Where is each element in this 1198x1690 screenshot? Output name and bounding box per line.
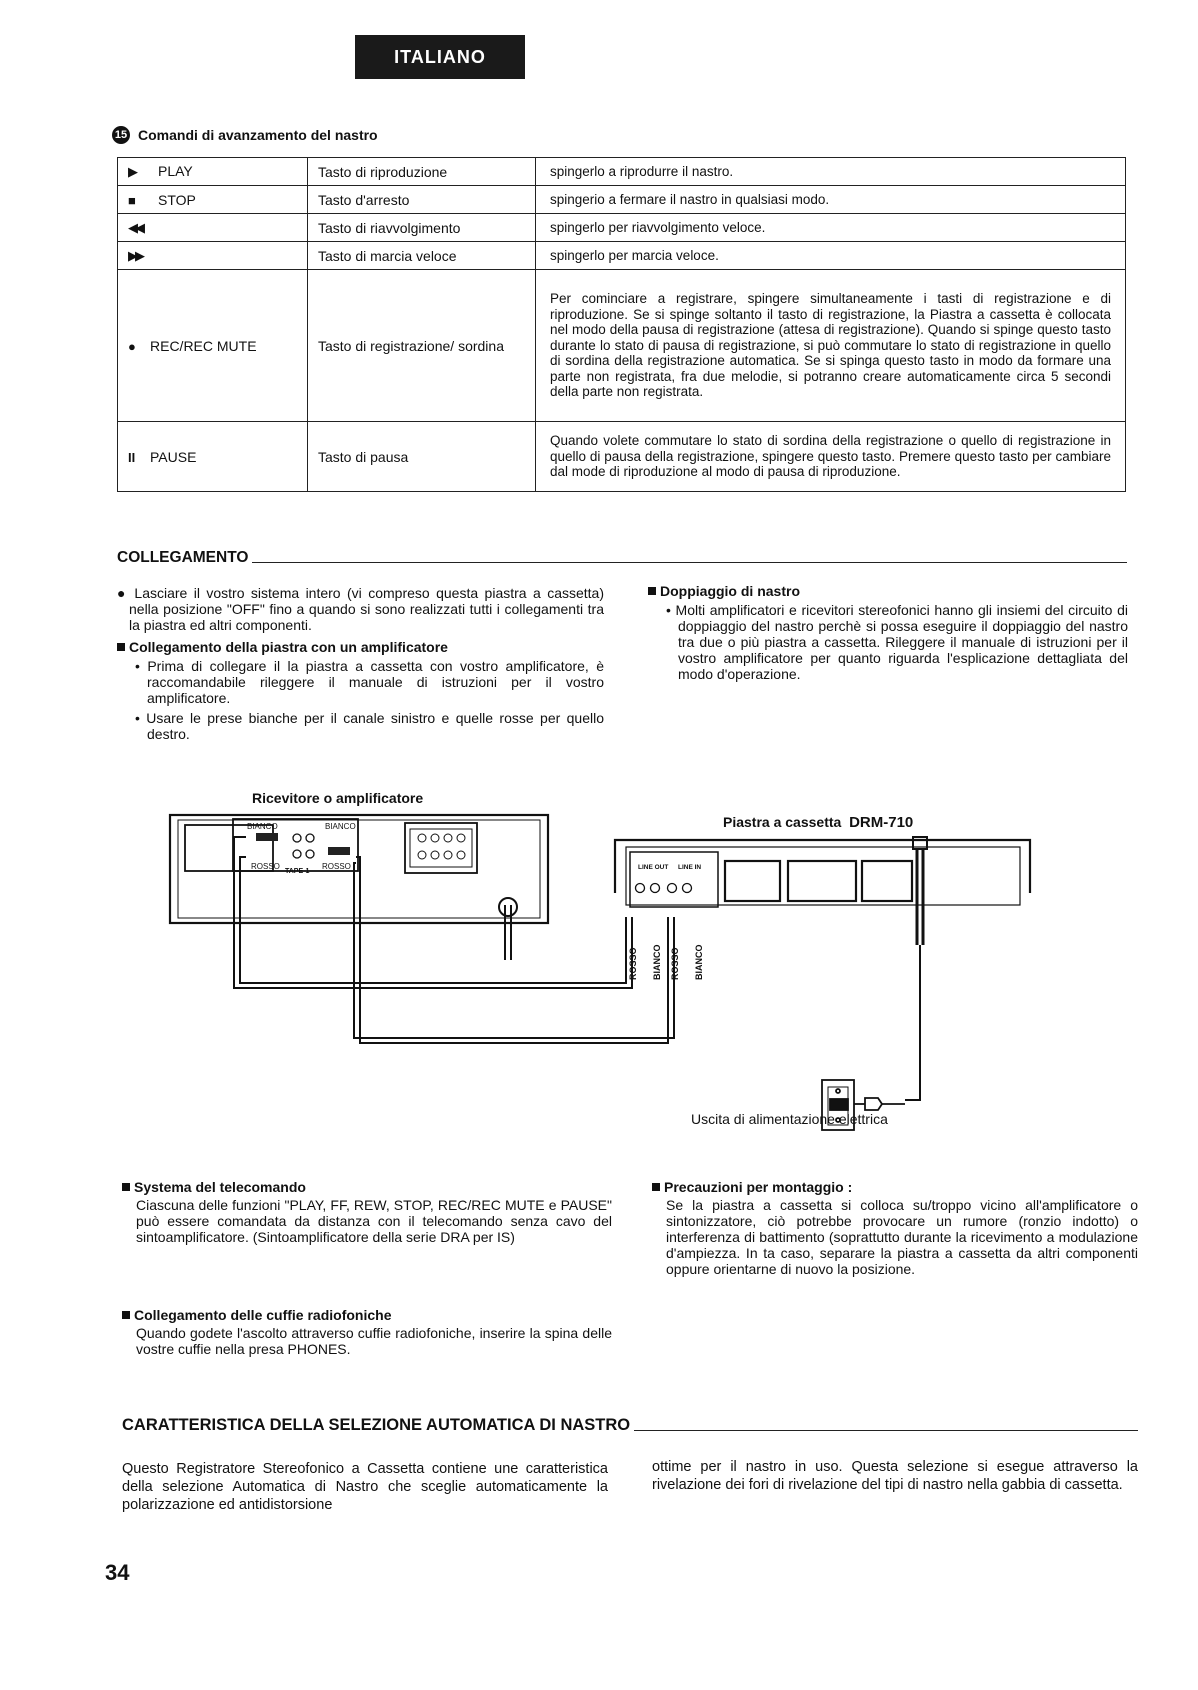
square-bullet-icon [122, 1311, 130, 1319]
key-name: Tasto di riproduzione [308, 158, 536, 186]
heading-text: CARATTERISTICA DELLA SELEZIONE AUTOMATICA DI NASTRO [122, 1416, 631, 1434]
table-row [118, 270, 1126, 422]
precauzioni-subhead [652, 1179, 1138, 1195]
cuffie-text: Quando godete l'ascolto attraverso cuffie radiofoniche, inserire la spina delle vostre cuffie nella presa PHONES. [136, 1325, 612, 1357]
key-description: Per cominciare a registrare, spingere simultaneamente i tasti di registrazione e di riproduzione. Se si spinge soltanto il tasto di registrazione, la Piastra a cassetta è collocata nel modo della pausa di registrazione (attesa di registrazione). Quando si spinge questo tasto durante lo stato di pausa di registrazione, si può commutare lo stato di registrazione in quello di sordina della registrazione automatica. Se si spinga questo tasto in modo da formare una parte non registrata, fra due melodie, si potranno creare automaticamente circa 5 secondi della parte non registrata. [536, 270, 1126, 422]
square-bullet-icon [648, 587, 656, 595]
amp-bullet-1: • Prima di collegare il la piastra a cassetta con vostro amplificatore, è raccomandabile rileggere il manuale di istruzioni per il vostro amplificatore. [135, 658, 604, 706]
receiver-label: Ricevitore o amplificatore [252, 790, 424, 806]
key-name: Tasto di marcia veloce [308, 242, 536, 270]
collegamento-right [648, 583, 1128, 682]
deck-model: DRM-710 [849, 814, 914, 831]
table-row [118, 242, 1126, 270]
autosel-right-text: ottime per il nastro in uso. Questa selezione si esegue attraverso la rivelazione dei fori di rivelazione del tipi di nastro nella gabbia di cassetta. [652, 1459, 1138, 1493]
square-bullet-icon [117, 643, 125, 651]
square-bullet-icon [652, 1183, 660, 1191]
key-description: Quando volete commutare lo stato di sordina della registrazione o quello di registrazione in quello di pausa della registrazione, spingere questo tasto. Premere questo tasto per cambiare dal mode di riproduzione al modo di pausa di riproduzione. [536, 422, 1126, 492]
telecomando-block [122, 1179, 612, 1245]
jack-label-white-left: BIANCO [247, 822, 278, 831]
fast-forward-icon: ▶▶ [128, 248, 142, 263]
cuffie-subhead [122, 1307, 612, 1323]
amp-subhead [117, 639, 604, 655]
precauzioni-title: Precauzioni per montaggio : [664, 1179, 853, 1195]
language-banner: ITALIANO [355, 35, 525, 79]
key-description: spingerlo a riprodurre il nastro. [536, 158, 1126, 186]
precauzioni-block [652, 1179, 1138, 1277]
telecomando-title: Systema del telecomando [134, 1179, 306, 1195]
collegamento-left [117, 585, 604, 742]
page-number: 34 [105, 1560, 130, 1585]
deck-chassis [615, 840, 1030, 907]
dub-bullet-text: Molti amplificatori e ricevitori stereofonici hanno gli insiemi del circuito di doppiaggio del nastro perchè si possa eseguire il doppiaggio del nastro tra due o più piastra a cassetta. Rileggere il manuale di istruzioni per il vostro amplificatore per quanto riguarda l'esplicazione dettagliata del modo d'operazione. [675, 602, 1128, 682]
amp-bullet-text: Prima di collegare il la piastra a cassetta con vostro amplificatore, è raccomandabile rileggere il manuale di istruzioni per il vostro amplificatore. [147, 658, 604, 706]
key-label: STOP [158, 191, 196, 208]
table-row [118, 186, 1126, 214]
dub-subhead [648, 583, 1128, 599]
stop-icon: ■ [128, 192, 136, 208]
outlet-label: Uscita di alimentazione elettrica [691, 1111, 888, 1127]
cable-label-white-2: BIANCO [694, 944, 704, 980]
cable-label-red-2: ROSSO [670, 947, 680, 980]
heading-rule [252, 561, 1127, 563]
key-label: REC/REC MUTE [150, 337, 257, 354]
key-description: spingerlo per marcia veloce. [536, 242, 1126, 270]
table-row [118, 422, 1126, 492]
key-description: spingerlo per riavvolgimento veloce. [536, 214, 1126, 242]
table-row [118, 158, 1126, 186]
telecomando-subhead [122, 1179, 612, 1195]
key-name: Tasto d'arresto [308, 186, 536, 214]
jack-label-white-right: BIANCO [325, 822, 356, 831]
jack-label-tape1: TAPE-1 [285, 868, 310, 875]
amp-title: Collegamento della piastra con un amplificatore [129, 639, 448, 655]
dub-bullet: • Molti amplificatori e ricevitori stereofonici hanno gli insiemi del circuito di doppiaggio del nastro perchè si possa eseguire il doppiaggio del nastro tra due o più piastra a cassetta. Rileggere il manuale di istruzioni per il vostro amplificatore per quanto riguarda l'esplicazione dettagliata del modo d'operazione. [666, 602, 1128, 682]
deck-label-text: Piastra a cassetta [723, 814, 842, 830]
intro-paragraph: ● Lasciare il vostro sistema intero (vi compreso questa piastra a cassetta) nella posizione "OFF" fino a quando si sono realizzati tutti i collegamenti tra la piastra ed altri componenti. [117, 585, 604, 633]
dub-title: Doppiaggio di nastro [660, 583, 800, 599]
amp-bullet-2: • Usare le prese bianche per il canale sinistro e quelle rosse per quello destro. [135, 710, 604, 742]
jack-label-red-left: ROSSO [251, 862, 280, 871]
key-name: Tasto di riavvolgimento [308, 214, 536, 242]
receiver-power-cord [499, 898, 517, 960]
cuffie-title: Collegamento delle cuffie radiofoniche [134, 1307, 392, 1323]
amp-bullet-text: Usare le prese bianche per il canale sinistro e quelle rosse per quello destro. [146, 710, 604, 742]
section-title-text: Comandi di avanzamento del nastro [138, 127, 378, 143]
key-label: PAUSE [150, 448, 197, 465]
key-name: Tasto di registrazione/ sordina [308, 270, 536, 422]
table-row [118, 214, 1126, 242]
rewind-icon: ◀◀ [128, 220, 142, 235]
heading-rule [634, 1429, 1138, 1431]
deck-jacks [628, 864, 704, 980]
precauzioni-text: Se la piastra a cassetta si colloca su/troppo vicino all'amplificatore o sintonizzatore, ciò potrebbe provocare un rumore (ronzio indotto) o interferenza di battimento (soprattutto durante la ricevimento a modulazione d'ampiezza. In ta caso, separare la piastra a cassetta da altri componenti oppure orientarne di nuovo la posizione. [666, 1197, 1138, 1277]
controls-table [117, 157, 1126, 492]
connection-diagram [160, 805, 1060, 1145]
key-name: Tasto di pausa [308, 422, 536, 492]
jack-label-line-out: LINE OUT [638, 864, 669, 871]
collegamento-heading [117, 549, 1127, 567]
section-title [112, 126, 378, 144]
cuffie-block [122, 1307, 612, 1357]
heading-text: COLLEGAMENTO [117, 549, 249, 566]
section-number: 15 [112, 126, 130, 144]
cable-label-white-1: BIANCO [652, 944, 662, 980]
pause-icon: II [128, 449, 136, 465]
jack-label-red-right: ROSSO [322, 862, 351, 871]
square-bullet-icon [122, 1183, 130, 1191]
play-icon: ▶ [128, 164, 138, 179]
jack-label-line-in: LINE IN [678, 864, 702, 871]
record-icon: ● [128, 338, 136, 354]
telecomando-text: Ciascuna delle funzioni "PLAY, FF, REW, STOP, REC/REC MUTE e PAUSE" può essere comandata da distanza con il telecomando senza cavo del sintoamplificatore. (Sintoamplificatore della serie DRA per IS) [136, 1197, 612, 1245]
autosel-left-text: Questo Registratore Stereofonico a Cassetta contiene une caratteristica della selezione Automatica di Nastro che sceglie automaticamente la polarizzazione ed antidistorsione [122, 1461, 608, 1513]
deck-power-cord [905, 837, 927, 1100]
key-label: PLAY [158, 163, 193, 179]
key-description: spingerio a fermare il nastro in qualsiasi modo. [536, 186, 1126, 214]
autosel-heading [122, 1416, 1138, 1435]
cable-label-red-1: ROSSO [628, 947, 638, 980]
intro-text: Lasciare il vostro sistema intero (vi compreso questa piastra a cassetta) nella posizione "OFF" fino a quando si sono realizzati tutti i collegamenti tra la piastra ed altri componenti. [129, 585, 604, 633]
